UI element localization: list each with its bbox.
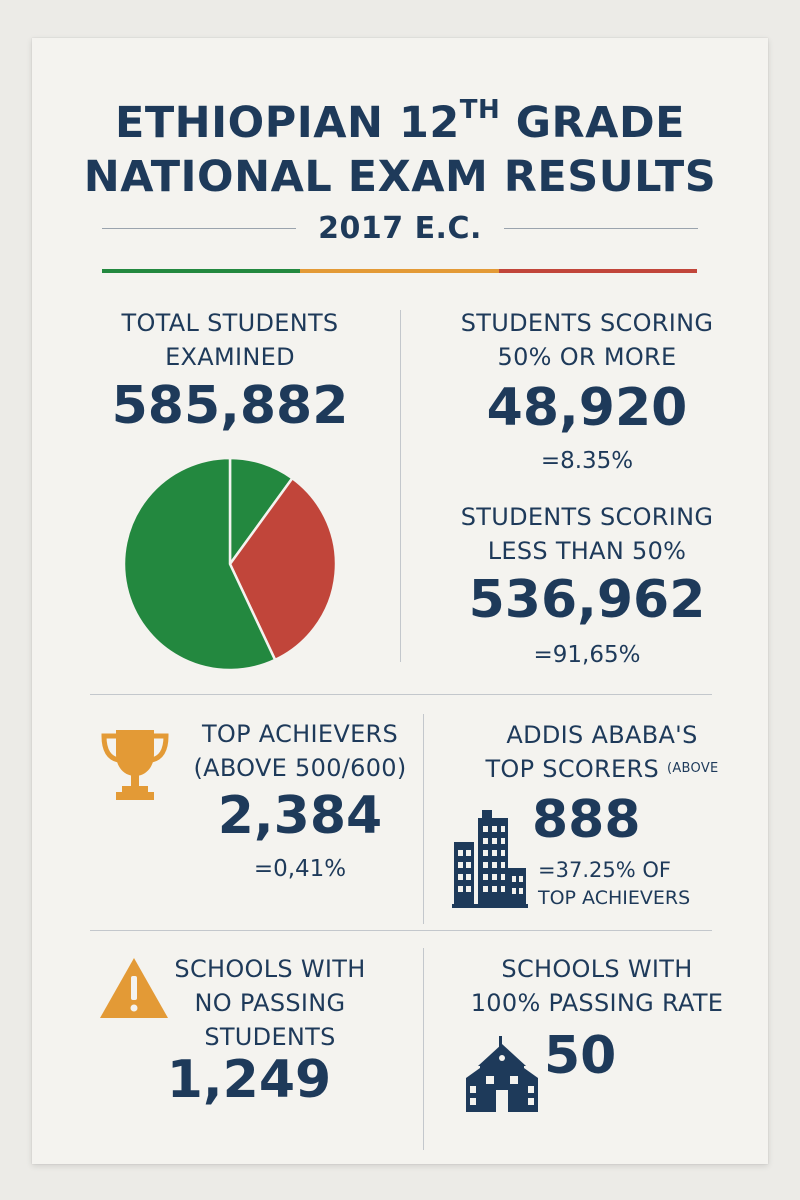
- full-pass-label: [442, 952, 752, 1020]
- infographic-poster: [32, 38, 768, 1164]
- addis-percent: [538, 856, 738, 912]
- divider-right: [504, 228, 698, 229]
- top-achievers-label: [180, 717, 420, 785]
- failing-label: [422, 500, 752, 568]
- full-pass-label-line2: 100% PASSING RATE: [470, 989, 724, 1017]
- year-label: 2017 E.C.: [318, 210, 482, 246]
- addis-percent-line1: =37.25% OF: [538, 858, 671, 882]
- top-achievers-value: 2,384: [217, 786, 383, 846]
- full-pass-value: 50: [544, 1026, 617, 1086]
- no-pass-label-line1: SCHOOLS WITH: [174, 955, 366, 983]
- total-label-line2: EXAMINED: [165, 343, 295, 371]
- addis-label-line1: ADDIS ABABA'S: [506, 721, 698, 749]
- no-pass-label: [154, 952, 386, 1054]
- divider-left: [102, 228, 296, 229]
- addis-percent-line2: TOP ACHIEVERS: [538, 887, 691, 909]
- total-label-line1: TOTAL STUDENTS: [121, 309, 339, 337]
- trophy-icon: [98, 724, 172, 804]
- flag-orange-segment: [300, 269, 498, 273]
- passing-label: [422, 306, 752, 374]
- failing-value: 536,962: [468, 570, 706, 630]
- year-row: [102, 206, 698, 250]
- passing-value: 48,920: [486, 378, 688, 438]
- title-text-b: GRADE: [500, 98, 686, 148]
- section3-divider: [423, 948, 424, 1150]
- title-line-1: [32, 94, 768, 148]
- section-divider-2: [90, 930, 712, 931]
- title-superscript: TH: [459, 94, 501, 125]
- full-pass-label-line1: SCHOOLS WITH: [501, 955, 693, 983]
- flag-red-segment: [499, 269, 697, 273]
- title-line-2: NATIONAL EXAM RESULTS: [83, 152, 717, 202]
- passing-percent: =8.35%: [540, 448, 634, 474]
- no-pass-value: 1,249: [166, 1050, 332, 1110]
- section-divider-1: [90, 694, 712, 695]
- top-achievers-label-line2: (ABOVE 500/600): [193, 754, 407, 782]
- results-pie-chart: [120, 454, 340, 674]
- total-value: 585,882: [111, 376, 349, 436]
- section1-divider: [400, 310, 401, 662]
- top-achievers-percent: =0,41%: [253, 856, 347, 882]
- failing-label-line2: LESS THAN 50%: [487, 537, 687, 565]
- top-achievers-label-line1: TOP ACHIEVERS: [201, 720, 399, 748]
- addis-label-cutoff: (ABOVE: [666, 761, 719, 776]
- passing-label-line1: STUDENTS SCORING: [460, 309, 714, 337]
- addis-label-line2: TOP SCORERS: [485, 755, 660, 783]
- addis-label: [452, 718, 752, 786]
- failing-percent: =91,65%: [533, 642, 641, 668]
- passing-label-line2: 50% OR MORE: [497, 343, 677, 371]
- failing-label-line1: STUDENTS SCORING: [460, 503, 714, 531]
- addis-label-line2-row: [452, 752, 752, 786]
- no-pass-label-line3: STUDENTS: [204, 1023, 336, 1051]
- addis-value: 888: [532, 790, 641, 850]
- flag-color-bar: [102, 269, 697, 273]
- no-pass-label-line2: NO PASSING: [194, 989, 346, 1017]
- title-text-a: ETHIOPIAN 12: [114, 98, 460, 148]
- school-icon: [464, 1036, 540, 1114]
- buildings-icon: [452, 796, 528, 908]
- section2-divider: [423, 714, 424, 924]
- total-label: [80, 306, 380, 374]
- flag-green-segment: [102, 269, 300, 273]
